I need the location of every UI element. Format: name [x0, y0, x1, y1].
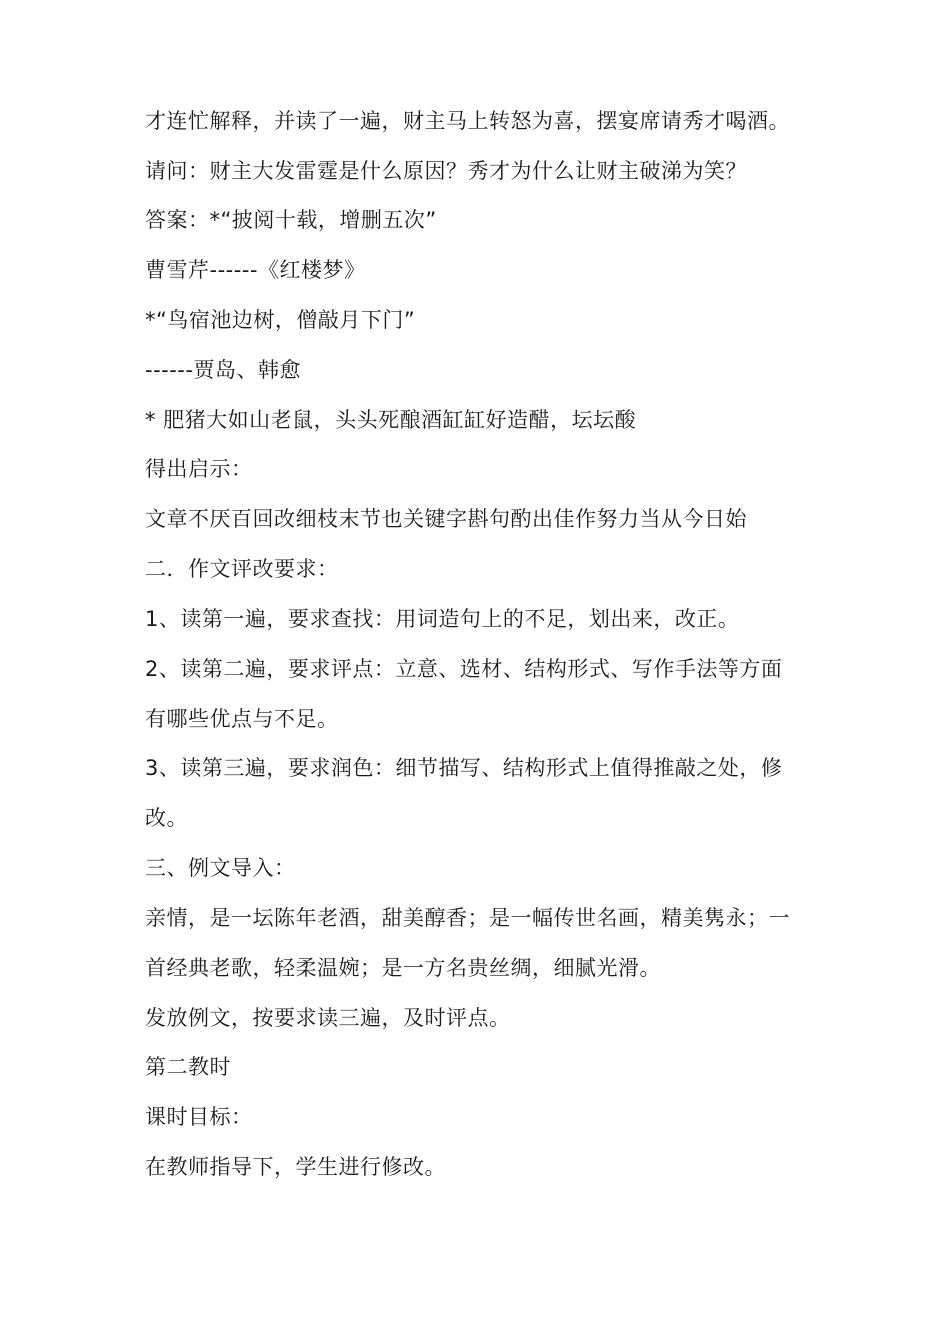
text-line: 文章不厌百回改细枝末节也关键字斟句酌出佳作努力当从今日始	[145, 507, 747, 531]
text-line: 曹雪芹------《红楼梦》	[145, 258, 366, 282]
section-heading: 三、例文导入：	[145, 856, 296, 880]
question-line: 请问：财主大发雷霆是什么原因？秀才为什么让财主破涕为笑？	[145, 159, 747, 183]
text-line: 首经典老歌，轻柔温婉；是一方名贵丝绸，细腻光滑。	[145, 956, 661, 980]
text-line: *“鸟宿池边树，僧敲月下门”	[145, 308, 416, 332]
text-line: 得出启示：	[145, 457, 253, 481]
text-line: 才连忙解释，并读了一遍，财主马上转怒为喜，摆宴席请秀才喝酒。	[145, 109, 790, 133]
text-line: 课时目标：	[145, 1105, 253, 1129]
text-line: 发放例文，按要求读三遍，及时评点。	[145, 1006, 511, 1030]
list-item: 1、读第一遍，要求查找：用词造句上的不足，划出来，改正。	[145, 607, 740, 631]
text-line: 在教师指导下，学生进行修改。	[145, 1155, 446, 1179]
section-heading: 二．作文评改要求：	[145, 557, 339, 581]
list-item: 3、读第三遍，要求润色：细节描写、结构形式上值得推敲之处，修	[145, 756, 783, 780]
text-line: ------贾岛、韩愈	[145, 358, 301, 382]
text-line: * 肥猪大如山老鼠，头头死酿酒缸缸好造醋，坛坛酸	[145, 408, 637, 432]
section-heading: 第二教时	[145, 1055, 231, 1079]
text-line: 亲情，是一坛陈年老酒，甜美醇香；是一幅传世名画，精美隽永；一	[145, 906, 790, 930]
answer-line: 答案：*“披阅十载，增删五次”	[145, 208, 437, 232]
list-item: 2、读第二遍，要求评点：立意、选材、结构形式、写作手法等方面	[145, 657, 783, 681]
text-line: 有哪些优点与不足。	[145, 707, 339, 731]
text-line: 改。	[145, 806, 188, 830]
